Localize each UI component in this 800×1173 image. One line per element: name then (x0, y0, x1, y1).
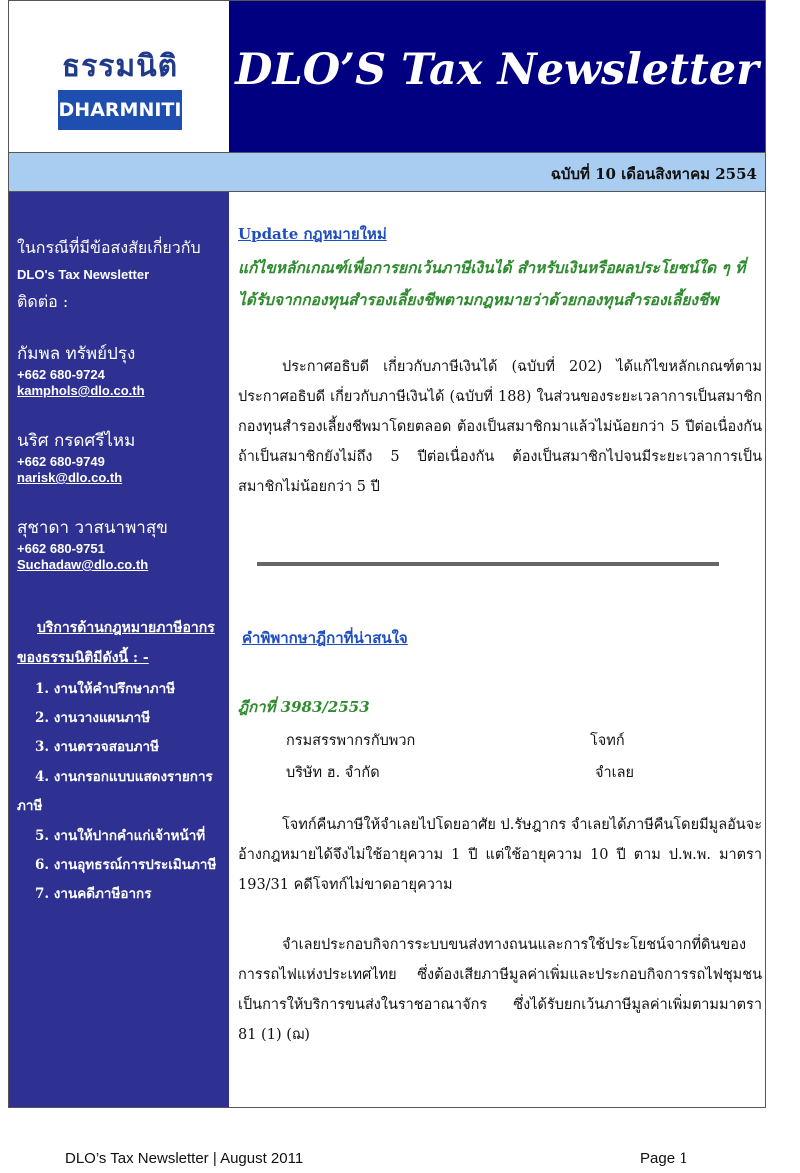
page-label: Page (640, 1150, 676, 1167)
defendant-name: บริษัท ฮ. จำกัด (286, 765, 380, 781)
services-heading: บริการด้านกฎหมายภาษีอากร (37, 620, 215, 636)
contact-email-link[interactable]: kamphols@dlo.co.th (17, 383, 145, 398)
newsletter-title: DLO’S Tax Newsletter (235, 45, 759, 95)
page-number: 1 (679, 1151, 689, 1167)
service-item: 6. งานอุทธรณ์การประเมินภาษี (35, 857, 217, 873)
footer-title: DLO’s Tax Newsletter | August 2011 (65, 1150, 304, 1167)
service-item: 3. งานตรวจสอบภาษี (35, 739, 159, 755)
issue-bar (9, 152, 765, 192)
service-item: 1. งานให้คำปรึกษาภาษี (35, 681, 176, 697)
issue-label: ฉบับที่ 10 เดือนสิงหาคม 2554 (550, 165, 757, 183)
contact-name: นริศ กรดศรีไหม (17, 431, 136, 451)
judgment-paragraph (238, 930, 762, 1050)
contact-phone: +662 680-9749 (17, 454, 105, 469)
article-title-line-2: ได้รับจากกองทุนสำรองเลี้ยงชีพตามกฎหมายว่าด้วยกองทุนสำรองเลี้ยงชีพ (238, 290, 719, 309)
contact-email-link[interactable]: Suchadaw@dlo.co.th (17, 557, 149, 572)
contact-label: ติดต่อ : (17, 292, 69, 311)
update-law-heading[interactable]: Update กฎหมายใหม่ (238, 225, 387, 243)
dharmniti-logo (58, 42, 182, 130)
article-title-line-1: แก้ไขหลักเกณฑ์เพื่อการยกเว้นภาษีเงินได้ สำหรับเงินหรือผลประโยชน์ใด ๆ ที่ (238, 258, 746, 277)
article-paragraph (238, 352, 762, 502)
services-heading-cont: ของธรรมนิติมีดังนี้ : - (17, 650, 149, 666)
contact-phone: +662 680-9751 (17, 541, 105, 556)
newsletter-header (229, 1, 765, 152)
service-item: 7. งานคดีภาษีอากร (35, 886, 152, 902)
article-title (238, 252, 762, 316)
judgment-heading[interactable]: คำพิพากษาฎีกาที่น่าสนใจ (242, 629, 408, 647)
logo-thai-text: ธรรมนิติ (58, 42, 182, 90)
plaintiff-name: กรมสรรพากรกับพวก (286, 733, 416, 749)
defendant-role: จำเลย (595, 765, 634, 781)
contact-email-link[interactable]: narisk@dlo.co.th (17, 470, 123, 485)
article-paragraph-text: ประกาศอธิบดี เกี่ยวกับภาษีเงินได้ (ฉบับที่ 202) ได้แก้ไขหลักเกณฑ์ตามประกาศอธิบดี เกี่ยวกับภาษีเงินได้ (ฉบับที่ 188) ในส่วนของระยะเวลาการเป็นสมาชิกกองทุนสำรองเลี้ยงชีพมาโดยตลอด ต้องเป็นสมาชิกมาแล้วไม่น้อยกว่า 5 ปีต่อเนื่องกัน ถ้าเป็นสมาชิกยังไม่ถึง 5 ปีต่อเนื่องกัน ต้องเป็นสมาชิกไปจนมีระยะเวลาการเป็นสมาชิกไม่น้อยกว่า 5 ปี (238, 359, 762, 495)
service-item: 4. งานกรอกแบบแสดงรายการ (35, 769, 213, 785)
footer-page (640, 1150, 688, 1167)
contact-phone: +662 680-9724 (17, 367, 105, 382)
service-item: 2. งานวางแผนภาษี (35, 710, 151, 726)
contact-newsletter-name: DLO's Tax Newsletter (17, 267, 150, 282)
logo-english-text: DHARMNITI (58, 90, 182, 130)
sidebar (9, 192, 229, 1107)
contact-name: สุชาดา วาสนาพาสุข (17, 518, 168, 538)
service-item: 5. งานให้ปากคำแก่เจ้าหน้าที่ (35, 828, 206, 844)
case-number: ฎีกาที่ 3983/2553 (238, 698, 370, 716)
judgment-paragraph-text: โจทก์คืนภาษีให้จำเลยไปโดยอาศัย ป.รัษฎากร จำเลยได้ภาษีคืนโดยมีมูลอันจะอ้างกฎหมายได้จึงไม่ใช้อายุความ 1 ปี แต่ใช้อายุความ 10 ปี ตาม ป.พ.พ. มาตรา 193/31 คดีโจทก์ไม่ขาดอายุความ (238, 817, 762, 893)
plaintiff-role: โจทก์ (590, 733, 625, 749)
section-divider (257, 562, 719, 566)
judgment-paragraph-text: จำเลยประกอบกิจการระบบขนส่งทางถนนและการใช้ประโยชน์จากที่ดินของการรถไฟแห่งประเทศไทย ซึ่งต้องเสียภาษีมูลค่าเพิ่มและประกอบกิจการรถไฟชุมชน เป็นการให้บริการขนส่งในราชอาณาจักร ซึ่งได้รับยกเว้นภาษีมูลค่าเพิ่มตามมาตรา 81 (1) (ฌ) (238, 937, 762, 1043)
main-content (229, 192, 765, 1107)
judgment-paragraph (238, 810, 762, 900)
contact-name: กัมพล ทรัพย์ปรุง (17, 344, 136, 364)
service-item-cont: ภาษี (17, 798, 43, 814)
contact-heading: ในกรณีที่มีข้อสงสัยเกี่ยวกับ (17, 238, 201, 257)
